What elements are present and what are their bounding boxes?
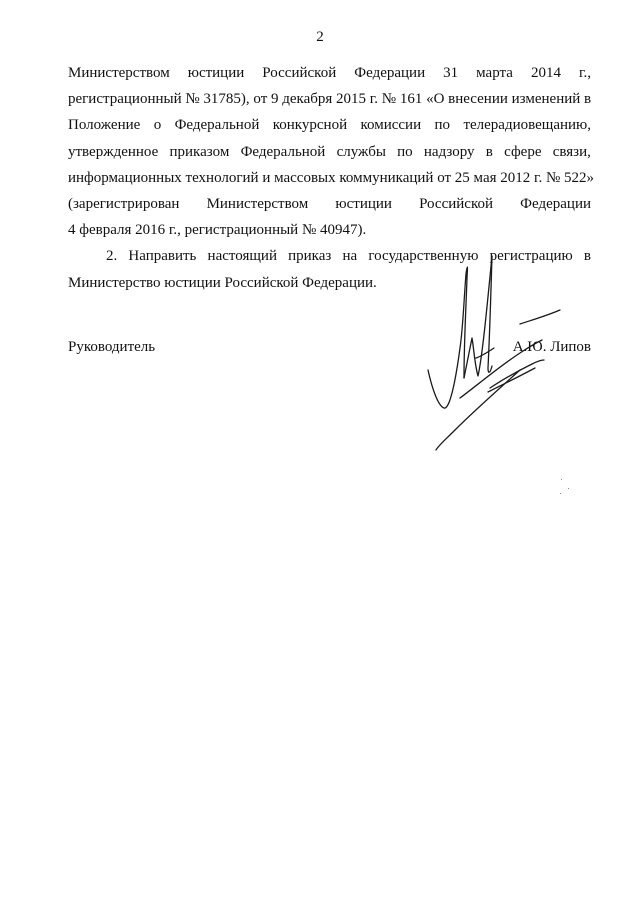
text-line: Министерство юстиции Российской Федерации. — [68, 274, 377, 291]
word: Российской — [419, 196, 494, 213]
word: Положение — [68, 117, 141, 134]
word: о — [153, 117, 162, 134]
word: Министерством — [206, 196, 309, 213]
text-line — [68, 139, 591, 165]
signatory-name: А.Ю. Липов — [512, 339, 591, 355]
text-line — [68, 191, 591, 217]
word: надзору — [423, 143, 475, 160]
word: по — [434, 117, 451, 134]
word: Российской — [262, 65, 337, 81]
word: (зарегистрирован — [68, 196, 180, 213]
word: связи, — [552, 143, 591, 160]
word: Министерством — [68, 65, 170, 81]
text-line — [68, 60, 591, 86]
word: по — [397, 143, 413, 160]
word: приказом — [169, 143, 230, 160]
page-number: 2 — [316, 29, 324, 45]
word: Федерации — [354, 65, 426, 81]
signatory-position: Руководитель — [68, 339, 156, 355]
word: конкурсной — [272, 117, 348, 134]
word: сфере — [504, 143, 542, 160]
word: государственную — [368, 248, 479, 265]
scan-speck — [568, 488, 569, 489]
list-number: 2. — [106, 248, 118, 265]
word: настоящий — [207, 248, 277, 265]
word: юстиции — [187, 65, 245, 81]
word: комиссии — [360, 117, 422, 134]
text-line: регистрационный № 31785), от 9 декабря 2015 г. № 161 «О внесении изменений в — [68, 91, 592, 108]
scan-speck — [561, 479, 562, 480]
word: приказ — [288, 248, 332, 265]
word: регистрацию — [489, 248, 573, 265]
word: службы — [336, 143, 386, 160]
word: 31 — [443, 65, 459, 81]
text-line — [68, 112, 591, 138]
word: Федеральной — [174, 117, 260, 134]
word: утвержденное — [68, 143, 159, 160]
word: 2014 — [530, 65, 561, 81]
word: на — [342, 248, 358, 265]
word: Федеральной — [240, 143, 326, 160]
word: в — [583, 248, 591, 265]
word: Направить — [128, 248, 197, 265]
text-line: 4 февраля 2016 г., регистрационный № 40947). — [68, 222, 367, 239]
word: марта — [476, 65, 513, 81]
scan-speck — [560, 493, 561, 494]
paragraph-1 — [68, 60, 595, 243]
word: г., — [578, 65, 591, 81]
word: юстиции — [335, 196, 392, 213]
word: Федерации — [520, 196, 591, 213]
text-line: информационных технологий и массовых коммуникаций от 25 мая 2012 г. № 522» — [68, 169, 595, 186]
word: телерадиовещанию, — [463, 117, 591, 134]
handwritten-signature — [420, 248, 570, 453]
word: в — [485, 143, 493, 160]
